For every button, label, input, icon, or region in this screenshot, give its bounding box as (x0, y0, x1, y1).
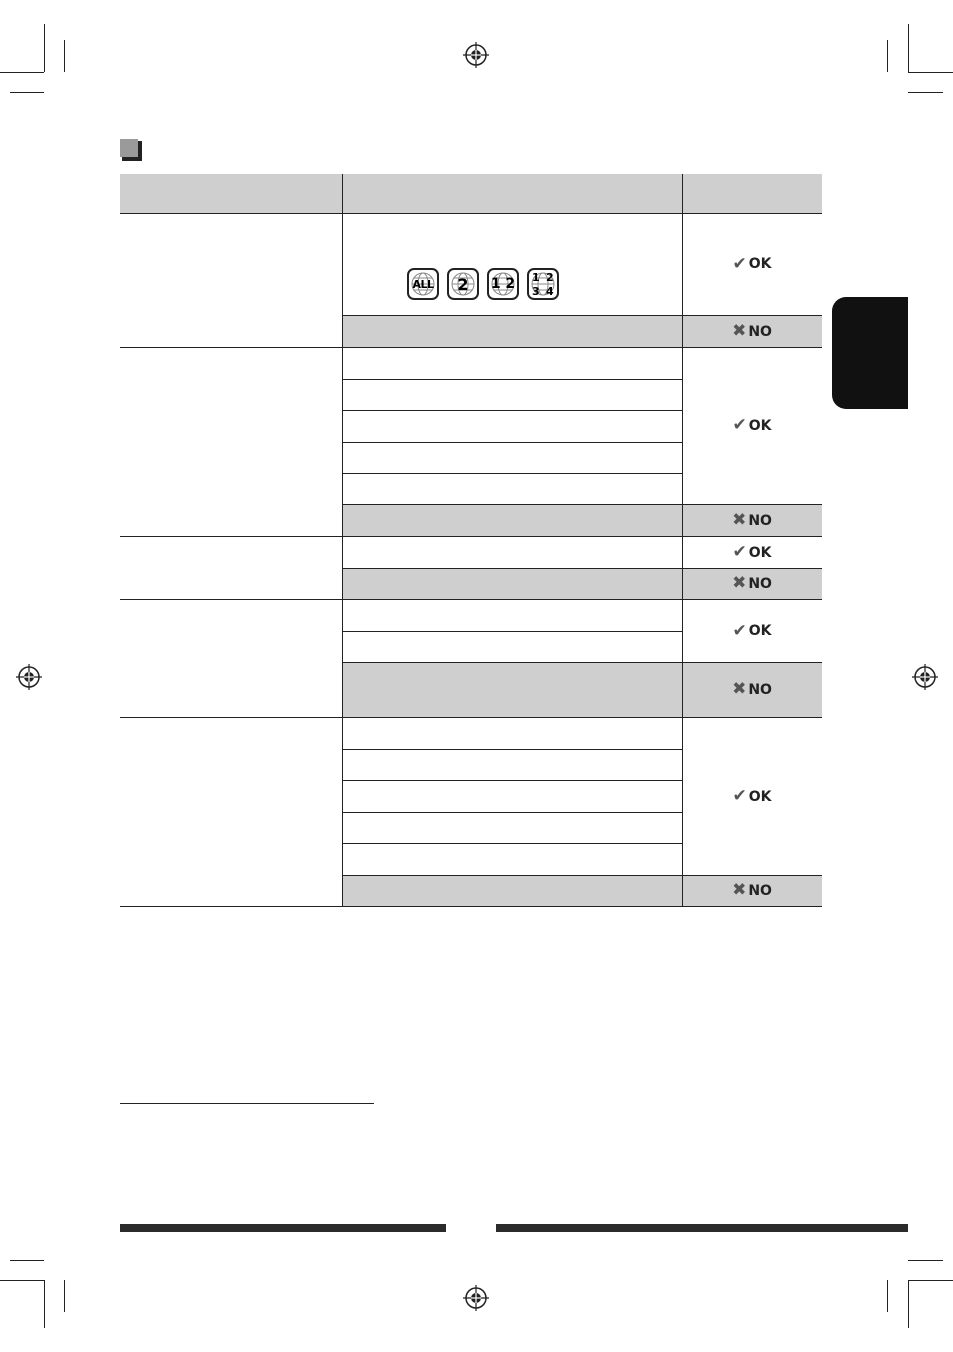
footer-bar-right (496, 1224, 908, 1232)
crop-mark (44, 24, 45, 72)
status-no (682, 875, 822, 906)
region-badge-label: 2 (457, 274, 469, 294)
crop-mark (887, 1280, 888, 1312)
crop-mark (908, 92, 943, 93)
status-label: NO (748, 575, 772, 592)
table-border (120, 906, 822, 907)
table-border (342, 379, 682, 380)
check-icon: ✔ (732, 542, 747, 562)
crop-mark (908, 24, 909, 72)
region-2-badge (447, 268, 479, 300)
region-badge-label: 4 (546, 285, 554, 298)
crop-mark (887, 40, 888, 72)
status-label: NO (748, 323, 772, 340)
cross-icon: ✖ (732, 679, 747, 699)
cross-icon: ✖ (732, 321, 747, 341)
registration-crosshair-icon (463, 1285, 489, 1311)
status-ok (682, 213, 822, 315)
status-label: NO (748, 512, 772, 529)
region-1-2-3-4-badge (527, 268, 559, 300)
crop-mark (908, 72, 953, 73)
crop-mark (0, 72, 44, 73)
region-badge-label: 1 (532, 271, 540, 284)
table-header (120, 174, 822, 213)
language-thumb-tab (832, 297, 908, 409)
status-label: OK (748, 417, 772, 434)
footer-bar-left (120, 1224, 446, 1232)
table-border (342, 780, 682, 781)
registration-crosshair-icon (463, 42, 489, 68)
region-1-2-badge (487, 268, 519, 300)
status-label: OK (748, 623, 772, 639)
status-label: OK (748, 788, 772, 805)
crop-mark (0, 1280, 44, 1281)
check-icon: ✔ (732, 786, 747, 806)
table-border (342, 843, 682, 844)
region-badge-label: ALL (412, 277, 434, 291)
table-divider (342, 174, 343, 907)
table-border (342, 812, 682, 813)
crop-mark (44, 1280, 45, 1328)
region-badge-label: 3 (532, 285, 540, 298)
cross-icon: ✖ (732, 880, 747, 900)
status-no (682, 568, 822, 599)
status-no (682, 505, 822, 536)
check-icon: ✔ (732, 253, 747, 274)
crop-mark (64, 40, 65, 72)
footnote-rule (120, 1103, 374, 1104)
status-ok (682, 718, 822, 875)
crop-mark (908, 1280, 953, 1281)
status-label: NO (748, 681, 772, 698)
table-border (342, 410, 682, 411)
status-label: OK (748, 256, 772, 272)
table-border (342, 473, 682, 474)
crop-mark (10, 92, 44, 93)
check-icon: ✔ (732, 415, 747, 435)
status-ok (682, 347, 822, 504)
status-ok (682, 537, 822, 568)
status-no (682, 662, 822, 717)
region-all-badge (407, 268, 439, 300)
table-border (342, 631, 682, 632)
registration-crosshair-icon (16, 664, 42, 690)
crop-mark (908, 1260, 943, 1261)
crop-mark (10, 1260, 44, 1261)
section-bullet-icon (120, 139, 142, 161)
region-badge-label: 1 2 (490, 276, 516, 292)
status-label: NO (748, 882, 772, 899)
status-label: OK (748, 544, 772, 561)
cross-icon: ✖ (732, 573, 747, 593)
cross-icon: ✖ (732, 510, 747, 530)
table-border (342, 749, 682, 750)
check-icon: ✔ (732, 620, 747, 641)
status-ok (682, 600, 822, 662)
registration-crosshair-icon (912, 664, 938, 690)
status-no (682, 316, 822, 347)
region-badge-label: 2 (546, 271, 554, 284)
crop-mark (64, 1280, 65, 1312)
crop-mark (908, 1280, 909, 1328)
table-border (342, 442, 682, 443)
